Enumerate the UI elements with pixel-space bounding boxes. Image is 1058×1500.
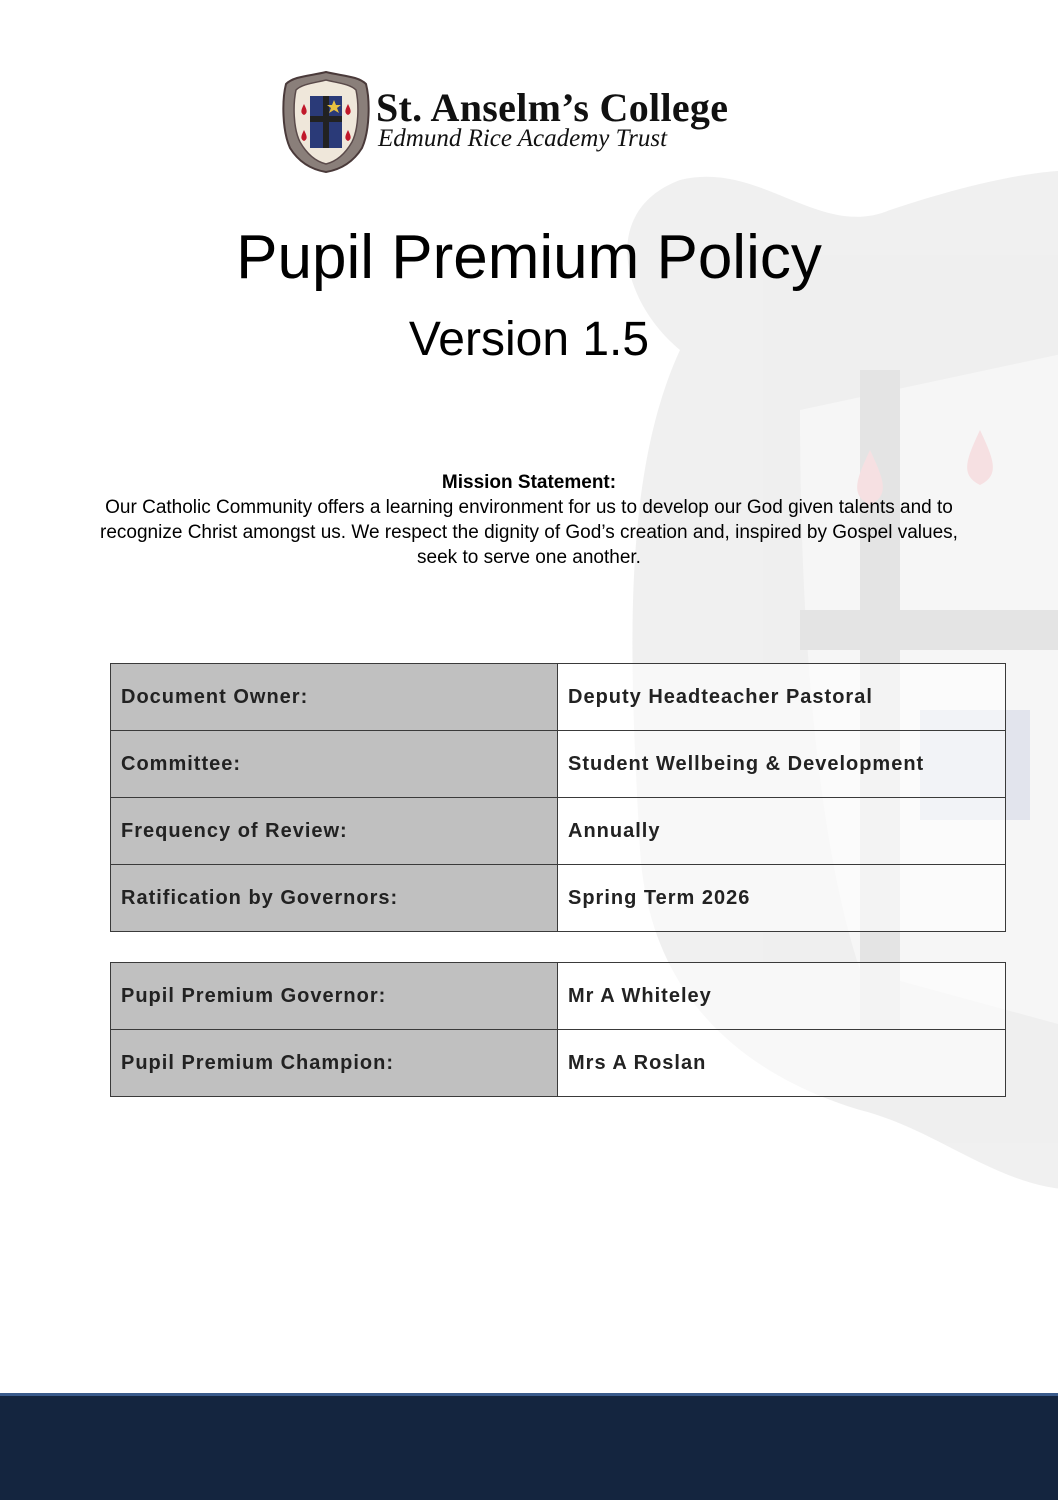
review-frequency-label: Frequency of Review: [111, 798, 558, 865]
document-owner-label: Document Owner: [111, 664, 558, 731]
version-label: Version 1.5 [408, 313, 650, 366]
document-owner-value: Deputy Headteacher Pastoral [558, 664, 1006, 731]
champion-value: Mrs A Roslan [558, 1030, 1006, 1097]
table-row [111, 963, 1006, 1030]
table-row [111, 865, 1006, 932]
mission-statement [90, 470, 968, 570]
trust-name: Edmund Rice Academy Trust [378, 125, 668, 152]
college-logo [280, 70, 780, 174]
document-info-table [110, 663, 1006, 932]
ratification-value: Spring Term 2026 [558, 865, 1006, 932]
review-frequency-value: Annually [558, 798, 1006, 865]
table-row [111, 1030, 1006, 1097]
crest-icon [280, 70, 372, 174]
page-title: Pupil Premium Policy [236, 223, 822, 292]
roles-table [110, 962, 1006, 1097]
table-row [111, 798, 1006, 865]
footer-band [0, 1393, 1058, 1500]
governor-value: Mr A Whiteley [558, 963, 1006, 1030]
governor-label: Pupil Premium Governor: [111, 963, 558, 1030]
college-name: St. Anselm’s College [376, 85, 729, 130]
champion-label: Pupil Premium Champion: [111, 1030, 558, 1097]
table-row [111, 731, 1006, 798]
mission-text: Our Catholic Community offers a learning environment for us to develop our God given talents and to recognize Christ amongst us. We respect the dignity of God’s creation and, inspired by Gospel values, seek to serve one another. [100, 497, 958, 568]
committee-value: Student Wellbeing & Development [558, 731, 1006, 798]
table-row [111, 664, 1006, 731]
ratification-label: Ratification by Governors: [111, 865, 558, 932]
committee-label: Committee: [111, 731, 558, 798]
mission-heading: Mission Statement: [441, 472, 617, 493]
